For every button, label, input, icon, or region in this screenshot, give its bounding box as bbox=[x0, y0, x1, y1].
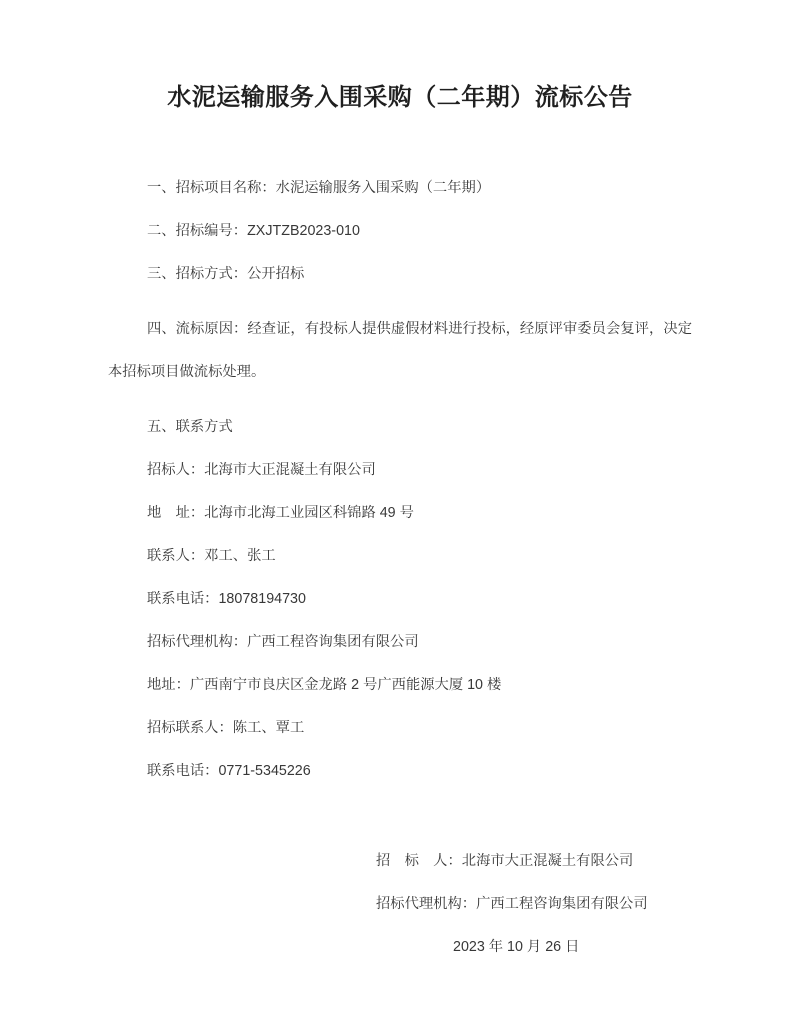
tenderer-contact-person-line: 联系人：邓工、张工 bbox=[147, 548, 276, 564]
paragraph-tender-method: 三、招标方式：公开招标 bbox=[147, 266, 305, 282]
agency-name-line: 招标代理机构：广西工程咨询集团有限公司 bbox=[147, 634, 419, 650]
tenderer-phone-line: 联系电话：18078194730 bbox=[147, 591, 306, 607]
signature-agency-line: 招标代理机构：广西工程咨询集团有限公司 bbox=[376, 896, 648, 912]
agency-contact-person-line: 招标联系人：陈工、覃工 bbox=[147, 720, 305, 736]
tenderer-address-line: 地 址：北海市北海工业园区科锦路 49 号 bbox=[147, 505, 414, 521]
agency-phone-line: 联系电话：0771-5345226 bbox=[147, 763, 311, 779]
tenderer-name-line: 招标人：北海市大正混凝土有限公司 bbox=[147, 462, 376, 478]
signature-tenderer-line: 招 标 人：北海市大正混凝土有限公司 bbox=[376, 853, 634, 869]
paragraph-contact-heading: 五、联系方式 bbox=[147, 419, 233, 435]
paragraph-tender-number: 二、招标编号：ZXJTZB2023-010 bbox=[147, 223, 360, 239]
signature-block bbox=[0, 840, 800, 969]
page-title: 水泥运输服务入围采购（二年期）流标公告 bbox=[167, 84, 633, 111]
paragraph-failure-reason: 四、流标原因：经查证，有投标人提供虚假材料进行投标，经原评审委员会复评，决定本招标项目做流标处理。 bbox=[108, 321, 692, 380]
agency-address-line: 地址：广西南宁市良庆区金龙路 2 号广西能源大厦 10 楼 bbox=[147, 677, 502, 693]
signature-date-line: 2023 年 10 月 26 日 bbox=[453, 939, 580, 955]
paragraph-project-name: 一、招标项目名称：水泥运输服务入围采购（二年期） bbox=[147, 180, 491, 196]
